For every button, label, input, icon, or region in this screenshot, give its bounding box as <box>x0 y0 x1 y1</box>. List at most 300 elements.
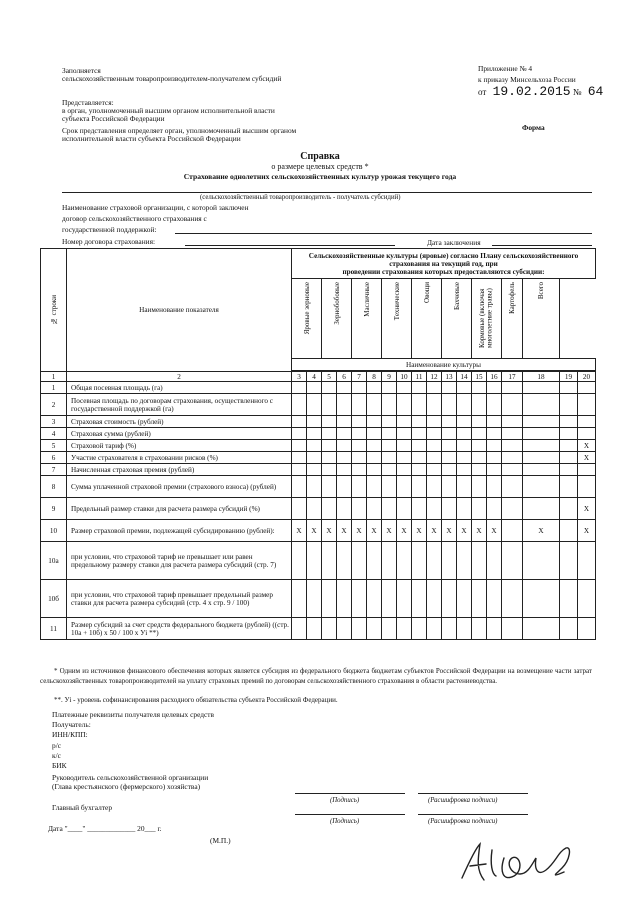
value-cell <box>307 394 322 416</box>
row-number-header: № строки <box>41 249 67 372</box>
row-indicator-name: Посевная площадь по договорам страхования, осуществленного с государственной поддержкой (га) <box>67 394 292 416</box>
row-number: 3 <box>41 416 67 428</box>
row-number: 8 <box>41 476 67 498</box>
value-cell <box>457 452 472 464</box>
column-number: 13 <box>442 372 457 382</box>
value-cell <box>442 452 457 464</box>
row-indicator-name: Сумма уплаченной страховой премии (страхового взноса) (рублей) <box>67 476 292 498</box>
column-number: 14 <box>457 372 472 382</box>
value-cell <box>307 476 322 498</box>
value-cell: X <box>412 520 427 542</box>
value-cell <box>412 542 427 580</box>
value-cell <box>352 440 367 452</box>
crop-header-1: Зернобобовые <box>322 279 352 359</box>
value-cell <box>352 498 367 520</box>
value-cell <box>578 464 596 476</box>
value-cell: X <box>578 440 596 452</box>
value-cell <box>382 464 397 476</box>
value-cell <box>523 476 560 498</box>
value-cell <box>337 416 352 428</box>
column-number: 8 <box>367 372 382 382</box>
value-cell <box>560 440 578 452</box>
value-cell <box>367 428 382 440</box>
crop-header-3: Технические <box>382 279 412 359</box>
date-prefix: от <box>478 87 487 97</box>
column-number: 20 <box>578 372 596 382</box>
column-number: 4 <box>307 372 322 382</box>
value-cell: X <box>472 520 487 542</box>
value-cell <box>382 618 397 640</box>
value-cell <box>578 476 596 498</box>
value-cell <box>397 542 412 580</box>
row-number: 9 <box>41 498 67 520</box>
value-cell: X <box>292 520 307 542</box>
value-cell <box>367 618 382 640</box>
value-cell <box>352 452 367 464</box>
value-cell <box>322 618 337 640</box>
value-cell <box>472 580 487 618</box>
value-cell <box>427 476 442 498</box>
value-cell <box>382 498 397 520</box>
value-cell <box>472 440 487 452</box>
value-cell <box>502 464 523 476</box>
value-cell <box>307 498 322 520</box>
number-prefix: № <box>572 87 582 97</box>
value-cell <box>457 476 472 498</box>
value-cell <box>472 498 487 520</box>
row-indicator-name: Страховая стоимость (рублей) <box>67 416 292 428</box>
value-cell <box>472 452 487 464</box>
value-cell <box>502 618 523 640</box>
column-number: 5 <box>322 372 337 382</box>
value-cell <box>322 476 337 498</box>
value-cell <box>337 476 352 498</box>
table-row <box>41 428 596 440</box>
value-cell <box>502 394 523 416</box>
indicators-table <box>40 248 596 640</box>
value-cell <box>352 580 367 618</box>
value-cell <box>523 618 560 640</box>
value-cell <box>367 382 382 394</box>
value-cell <box>337 452 352 464</box>
row-number: 10б <box>41 580 67 618</box>
value-cell <box>472 464 487 476</box>
value-cell <box>578 428 596 440</box>
bik-label: БИК <box>52 761 67 770</box>
inn-label: ИНН/КПП: <box>52 730 88 739</box>
value-cell <box>397 382 412 394</box>
value-cell <box>472 394 487 416</box>
crop-header-2: Масличные <box>352 279 382 359</box>
value-cell <box>427 428 442 440</box>
column-number: 12 <box>427 372 442 382</box>
value-cell <box>307 440 322 452</box>
value-cell <box>442 476 457 498</box>
value-cell <box>502 452 523 464</box>
filled-by-label: Заполняется <box>62 66 101 75</box>
value-cell <box>292 580 307 618</box>
value-cell <box>322 382 337 394</box>
value-cell <box>367 394 382 416</box>
value-cell <box>307 452 322 464</box>
value-cell <box>457 542 472 580</box>
doc-subtitle: о размере целевых средств * <box>271 162 369 171</box>
value-cell <box>502 428 523 440</box>
contract-date-label: Дата заключения <box>427 238 481 247</box>
value-cell <box>523 416 560 428</box>
value-cell <box>442 464 457 476</box>
column-number: 18 <box>523 372 560 382</box>
value-cell <box>502 382 523 394</box>
value-cell <box>523 542 560 580</box>
order-number: 64 <box>587 84 604 99</box>
value-cell <box>397 452 412 464</box>
value-cell <box>352 464 367 476</box>
value-cell <box>412 452 427 464</box>
value-cell <box>487 476 502 498</box>
submitted-label: Представляется: <box>62 98 114 107</box>
value-cell <box>560 394 578 416</box>
crops-group-header: Сельскохозяйственные культуры (яровые) согласно Плану сельскохозяйственного страхования на текущий год, при проведении страхования которых предоставляются субсидии: <box>292 249 596 279</box>
row-number: 1 <box>41 382 67 394</box>
value-cell <box>472 382 487 394</box>
producer-caption: (сельскохозяйственный товаропроизводитель - получатель субсидий) <box>200 194 401 201</box>
value-cell <box>560 542 578 580</box>
value-cell <box>560 580 578 618</box>
decoding-caption-1: (Расшифровка подписи) <box>428 797 498 804</box>
row-indicator-name: при условии, что страховой тариф превышает предельный размер ставки для расчета размера субсидий (стр. 4 х стр. 9 / 100) <box>67 580 292 618</box>
value-cell: X <box>382 520 397 542</box>
value-cell <box>560 452 578 464</box>
value-cell <box>560 428 578 440</box>
value-cell: X <box>322 520 337 542</box>
value-cell <box>397 580 412 618</box>
value-cell: X <box>397 520 412 542</box>
value-cell <box>292 452 307 464</box>
value-cell <box>427 382 442 394</box>
column-number: 17 <box>502 372 523 382</box>
row-indicator-name: Предельный размер ставки для расчета размера субсидий (%) <box>67 498 292 520</box>
value-cell <box>487 416 502 428</box>
value-cell <box>523 394 560 416</box>
value-cell <box>578 542 596 580</box>
value-cell <box>382 428 397 440</box>
date-field: Дата "____" _____________ 20___ г. <box>48 824 162 833</box>
doc-title: Справка <box>300 151 340 162</box>
crops-caption: Наименование культуры <box>292 359 596 371</box>
value-cell <box>427 580 442 618</box>
row-indicator-name: Страховая сумма (рублей) <box>67 428 292 440</box>
value-cell <box>457 416 472 428</box>
table-row <box>41 382 596 394</box>
value-cell <box>487 382 502 394</box>
row-indicator-name: Размер субсидий за счет средств федерального бюджета (рублей) ((стр. 10а + 10б) х 50 / 100 х Уi **) <box>67 618 292 640</box>
signature-caption-2: (Подпись) <box>330 818 360 825</box>
value-cell <box>322 452 337 464</box>
value-cell <box>442 428 457 440</box>
value-cell <box>322 580 337 618</box>
handwritten-signature <box>440 830 590 890</box>
value-cell <box>382 440 397 452</box>
crop-header-7: Картофель <box>502 279 523 359</box>
value-cell <box>307 542 322 580</box>
value-cell <box>292 618 307 640</box>
table-row <box>41 542 596 580</box>
value-cell <box>307 416 322 428</box>
value-cell <box>442 618 457 640</box>
value-cell <box>322 498 337 520</box>
value-cell <box>442 440 457 452</box>
order-date: 19.02.2015 <box>492 84 571 99</box>
value-cell <box>487 464 502 476</box>
indicator-header: Наименование показателя <box>67 249 292 371</box>
table-row <box>41 498 596 520</box>
row-indicator-name: Размер страховой премии, подлежащей субсидированию (рублей): <box>67 520 292 542</box>
value-cell <box>487 440 502 452</box>
table-row <box>41 394 596 416</box>
value-cell: X <box>442 520 457 542</box>
value-cell <box>427 542 442 580</box>
value-cell <box>578 416 596 428</box>
value-cell <box>487 580 502 618</box>
value-cell <box>337 382 352 394</box>
value-cell <box>322 416 337 428</box>
value-cell <box>397 464 412 476</box>
value-cell <box>472 428 487 440</box>
value-cell <box>352 476 367 498</box>
value-cell <box>352 542 367 580</box>
value-cell <box>523 464 560 476</box>
value-cell <box>487 498 502 520</box>
value-cell <box>412 428 427 440</box>
table-row <box>41 452 596 464</box>
value-cell <box>307 618 322 640</box>
value-cell <box>382 416 397 428</box>
value-cell <box>397 440 412 452</box>
value-cell: X <box>367 520 382 542</box>
row-number: 7 <box>41 464 67 476</box>
value-cell <box>307 580 322 618</box>
column-number: 16 <box>487 372 502 382</box>
value-cell <box>412 618 427 640</box>
value-cell <box>487 452 502 464</box>
value-cell <box>578 580 596 618</box>
row-number: 4 <box>41 428 67 440</box>
value-cell <box>472 416 487 428</box>
value-cell <box>307 382 322 394</box>
value-cell <box>352 416 367 428</box>
filled-by-text: сельскохозяйственным товаропроизводителем-получателем субсидий <box>62 74 282 83</box>
row-number: 2 <box>41 394 67 416</box>
value-cell <box>523 498 560 520</box>
value-cell: X <box>578 452 596 464</box>
value-cell <box>337 498 352 520</box>
value-cell <box>457 394 472 416</box>
column-number: 11 <box>412 372 427 382</box>
value-cell <box>457 382 472 394</box>
row-number: 10 <box>41 520 67 542</box>
value-cell <box>523 428 560 440</box>
table-row <box>41 618 596 640</box>
value-cell <box>382 452 397 464</box>
appendix-number: Приложение № 4 <box>478 64 533 73</box>
value-cell <box>560 382 578 394</box>
value-cell: X <box>523 520 560 542</box>
value-cell <box>442 394 457 416</box>
value-cell <box>412 394 427 416</box>
value-cell <box>412 440 427 452</box>
row-number: 5 <box>41 440 67 452</box>
deadline-line-1: Срок представления определяет орган, уполномоченный высшим органом <box>62 126 297 135</box>
value-cell: X <box>352 520 367 542</box>
value-cell <box>427 440 442 452</box>
value-cell <box>442 498 457 520</box>
value-cell <box>367 476 382 498</box>
value-cell <box>337 440 352 452</box>
column-number: 10 <box>397 372 412 382</box>
value-cell <box>523 440 560 452</box>
value-cell <box>502 476 523 498</box>
crop-header-0: Яровые зерновые <box>292 279 322 359</box>
seal-label: (М.П.) <box>210 836 231 845</box>
insurer-line-2: договор сельскохозяйственного страхования с <box>62 214 207 223</box>
value-cell <box>457 464 472 476</box>
value-cell <box>337 580 352 618</box>
footnote-2: **. Уi - уровень софинансирования расходного обязательства субъекта Российской Федерации. <box>54 696 338 704</box>
value-cell: X <box>307 520 322 542</box>
value-cell <box>442 382 457 394</box>
value-cell <box>560 416 578 428</box>
table-row <box>41 440 596 452</box>
head-line-2: (Глава крестьянского (фермерского) хозяйства) <box>52 782 201 791</box>
value-cell <box>560 464 578 476</box>
value-cell <box>578 618 596 640</box>
value-cell <box>292 428 307 440</box>
value-cell <box>427 416 442 428</box>
row-indicator-name: при условии, что страховой тариф не превышает или равен предельному размеру ставки для расчета размера субсидий (стр. 7) <box>67 542 292 580</box>
value-cell <box>322 464 337 476</box>
column-number: 7 <box>352 372 367 382</box>
value-cell <box>397 416 412 428</box>
value-cell <box>523 452 560 464</box>
crop-header-8: Всего <box>523 279 560 359</box>
table-row <box>41 520 596 542</box>
value-cell <box>487 542 502 580</box>
value-cell: X <box>337 520 352 542</box>
table-row <box>41 416 596 428</box>
value-cell <box>337 428 352 440</box>
value-cell <box>367 452 382 464</box>
value-cell <box>578 394 596 416</box>
submitted-to-line-2: субъекта Российской Федерации <box>62 114 165 123</box>
value-cell: X <box>487 520 502 542</box>
receiver-label: Получатель: <box>52 720 91 729</box>
value-cell <box>427 464 442 476</box>
value-cell <box>457 580 472 618</box>
value-cell <box>307 428 322 440</box>
crop-header-6: Кормовые (включая многолетние травы) <box>472 279 502 359</box>
value-cell <box>352 428 367 440</box>
value-cell <box>397 394 412 416</box>
value-cell <box>352 394 367 416</box>
row-indicator-name: Страховой тариф (%) <box>67 440 292 452</box>
column-number: 19 <box>560 372 578 382</box>
row-number: 6 <box>41 452 67 464</box>
value-cell <box>472 476 487 498</box>
value-cell <box>427 452 442 464</box>
value-cell <box>427 498 442 520</box>
table-row <box>41 464 596 476</box>
column-number: 3 <box>292 372 307 382</box>
value-cell <box>412 416 427 428</box>
value-cell <box>472 618 487 640</box>
value-cell <box>412 580 427 618</box>
value-cell <box>382 394 397 416</box>
doc-title-line: Страхование однолетних сельскохозяйственных культур урожая текущего года <box>183 172 457 181</box>
value-cell <box>397 428 412 440</box>
value-cell <box>560 498 578 520</box>
rs-label: р/с <box>52 741 62 750</box>
value-cell <box>472 542 487 580</box>
order-date-line <box>478 84 603 99</box>
payment-details-label: Платежные реквизиты получателя целевых средств <box>52 710 215 719</box>
value-cell <box>367 416 382 428</box>
value-cell <box>292 476 307 498</box>
table-row <box>41 476 596 498</box>
value-cell <box>502 542 523 580</box>
value-cell <box>560 520 578 542</box>
value-cell <box>457 440 472 452</box>
value-cell <box>397 476 412 498</box>
crop-header-5: Бахчевые <box>442 279 472 359</box>
contract-number-label: Номер договора страхования: <box>62 237 156 246</box>
value-cell <box>337 394 352 416</box>
head-line-1: Руководитель сельскохозяйственной организации <box>52 773 209 782</box>
value-cell <box>487 428 502 440</box>
value-cell <box>367 580 382 618</box>
column-number: 6 <box>337 372 352 382</box>
footnote-1: * Одним из источников финансового обеспечения которых является субсидия из федерального бюджета бюджетам субъектов Российской Федерации на возмещение части затрат сельскохозяйственных товаропроизводителей на уплату страховых премий по договорам сельскохозяйственного страхования в области растениеводства. <box>40 667 592 685</box>
value-cell <box>292 382 307 394</box>
value-cell <box>292 498 307 520</box>
value-cell <box>502 498 523 520</box>
value-cell <box>412 476 427 498</box>
value-cell <box>397 618 412 640</box>
value-cell <box>502 580 523 618</box>
value-cell <box>322 394 337 416</box>
row-number: 10а <box>41 542 67 580</box>
table-row <box>41 580 596 618</box>
column-number: 15 <box>472 372 487 382</box>
row-indicator-name: Начисленная страховая премия (рублей) <box>67 464 292 476</box>
value-cell <box>382 476 397 498</box>
order-reference: к приказу Минсельхоза России <box>478 75 576 84</box>
value-cell <box>367 440 382 452</box>
value-cell <box>442 542 457 580</box>
value-cell <box>292 416 307 428</box>
value-cell <box>367 498 382 520</box>
value-cell <box>337 618 352 640</box>
value-cell <box>457 618 472 640</box>
form-label: Форма <box>522 123 545 132</box>
signature-caption-1: (Подпись) <box>330 797 360 804</box>
insurer-line-1: Наименование страховой организации, с которой заключен <box>62 203 249 212</box>
value-cell <box>382 580 397 618</box>
value-cell <box>442 416 457 428</box>
value-cell <box>427 618 442 640</box>
column-number: 9 <box>382 372 397 382</box>
value-cell <box>322 440 337 452</box>
